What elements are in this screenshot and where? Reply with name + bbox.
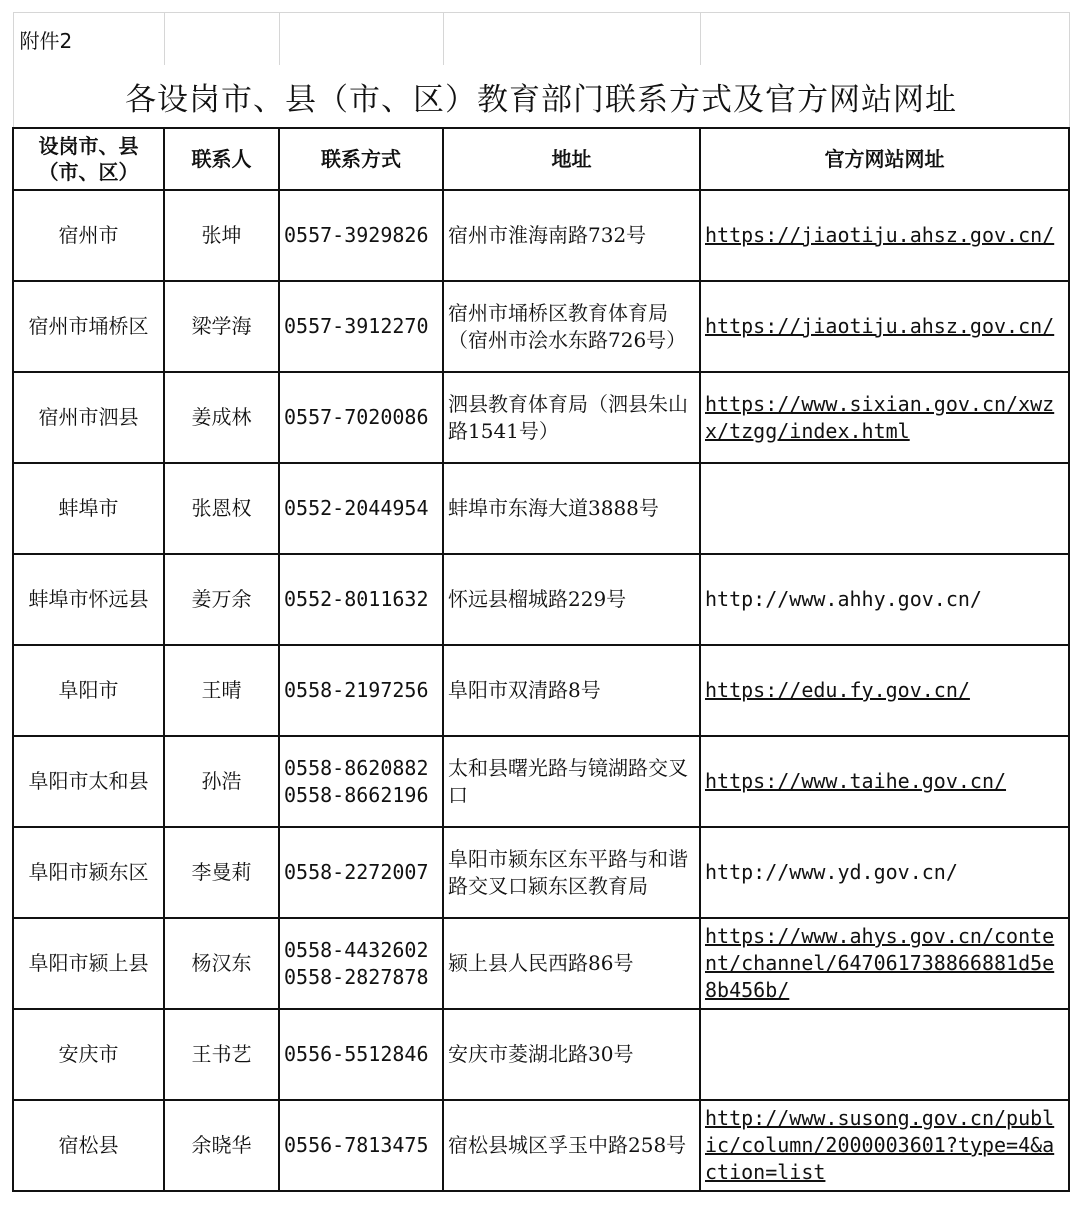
cell-region: 宿州市: [13, 190, 164, 281]
page-title: 各设岗市、县（市、区）教育部门联系方式及官方网站网址: [13, 65, 1069, 128]
cell-contact: 余晓华: [164, 1100, 279, 1191]
cell-region: 阜阳市太和县: [13, 736, 164, 827]
cell-website[interactable]: https://www.ahys.gov.cn/content/channel/647061738866881d5e8b456b/: [700, 918, 1069, 1009]
cell-phone: 0558-4432602 0558-2827878: [279, 918, 443, 1009]
cell-region: 宿州市埇桥区: [13, 281, 164, 372]
contact-table: [12, 12, 1070, 1192]
cell-phone: 0557-3912270: [279, 281, 443, 372]
cell-phone: 0556-5512846: [279, 1009, 443, 1100]
table-row: [13, 645, 1069, 736]
table-row: [13, 372, 1069, 463]
annex-row: [13, 13, 1069, 66]
cell-address: 宿州市埇桥区教育体育局（宿州市浍水东路726号）: [443, 281, 700, 372]
cell-website: [700, 1009, 1069, 1100]
cell-phone: 0556-7813475: [279, 1100, 443, 1191]
table-row: [13, 1009, 1069, 1100]
cell-contact: 梁学海: [164, 281, 279, 372]
cell-contact: 王晴: [164, 645, 279, 736]
cell-phone: 0557-3929826: [279, 190, 443, 281]
table-body: [13, 190, 1069, 1191]
header-region: 设岗市、县（市、区）: [13, 128, 164, 190]
cell-phone: 0558-8620882 0558-8662196: [279, 736, 443, 827]
cell-website[interactable]: http://www.yd.gov.cn/: [700, 827, 1069, 918]
header-address: 地址: [443, 128, 700, 190]
cell-address: 怀远县榴城路229号: [443, 554, 700, 645]
cell-website[interactable]: https://jiaotiju.ahsz.gov.cn/: [700, 281, 1069, 372]
title-row: [13, 65, 1069, 128]
header-row: [13, 128, 1069, 190]
cell-phone: 0552-2044954: [279, 463, 443, 554]
cell-region: 安庆市: [13, 1009, 164, 1100]
cell-website[interactable]: https://jiaotiju.ahsz.gov.cn/: [700, 190, 1069, 281]
header-website: 官方网站网址: [700, 128, 1069, 190]
cell-region: 蚌埠市怀远县: [13, 554, 164, 645]
annex-label: 附件2: [13, 13, 164, 66]
cell-website: [700, 463, 1069, 554]
cell-contact: 孙浩: [164, 736, 279, 827]
cell-address: 颍上县人民西路86号: [443, 918, 700, 1009]
table-row: [13, 918, 1069, 1009]
cell-address: 太和县曙光路与镜湖路交叉口: [443, 736, 700, 827]
cell-website[interactable]: http://www.susong.gov.cn/public/column/2000003601?type=4&action=list: [700, 1100, 1069, 1191]
cell-contact: 姜成林: [164, 372, 279, 463]
cell-address: 宿州市淮海南路732号: [443, 190, 700, 281]
header-phone: 联系方式: [279, 128, 443, 190]
cell-region: 阜阳市: [13, 645, 164, 736]
cell-region: 蚌埠市: [13, 463, 164, 554]
cell-contact: 张恩权: [164, 463, 279, 554]
cell-address: 蚌埠市东海大道3888号: [443, 463, 700, 554]
cell-phone: 0558-2272007: [279, 827, 443, 918]
cell-address: 阜阳市双清路8号: [443, 645, 700, 736]
cell-phone: 0557-7020086: [279, 372, 443, 463]
cell-website[interactable]: https://www.sixian.gov.cn/xwzx/tzgg/index.html: [700, 372, 1069, 463]
cell-region: 宿州市泗县: [13, 372, 164, 463]
cell-phone: 0558-2197256: [279, 645, 443, 736]
cell-region: 阜阳市颍上县: [13, 918, 164, 1009]
table-row: [13, 190, 1069, 281]
table-row: [13, 827, 1069, 918]
cell-contact: 张坤: [164, 190, 279, 281]
cell-website[interactable]: https://edu.fy.gov.cn/: [700, 645, 1069, 736]
cell-address: 泗县教育体育局（泗县朱山路1541号）: [443, 372, 700, 463]
cell-address: 宿松县城区孚玉中路258号: [443, 1100, 700, 1191]
cell-address: 安庆市菱湖北路30号: [443, 1009, 700, 1100]
cell-region: 宿松县: [13, 1100, 164, 1191]
table-row: [13, 1100, 1069, 1191]
cell-contact: 杨汉东: [164, 918, 279, 1009]
cell-website[interactable]: https://www.taihe.gov.cn/: [700, 736, 1069, 827]
cell-website[interactable]: http://www.ahhy.gov.cn/: [700, 554, 1069, 645]
table-row: [13, 463, 1069, 554]
table-row: [13, 736, 1069, 827]
cell-contact: 王书艺: [164, 1009, 279, 1100]
cell-phone: 0552-8011632: [279, 554, 443, 645]
cell-contact: 李曼莉: [164, 827, 279, 918]
table-row: [13, 554, 1069, 645]
cell-address: 阜阳市颍东区东平路与和谐路交叉口颍东区教育局: [443, 827, 700, 918]
cell-region: 阜阳市颍东区: [13, 827, 164, 918]
cell-contact: 姜万余: [164, 554, 279, 645]
header-contact: 联系人: [164, 128, 279, 190]
table-row: [13, 281, 1069, 372]
